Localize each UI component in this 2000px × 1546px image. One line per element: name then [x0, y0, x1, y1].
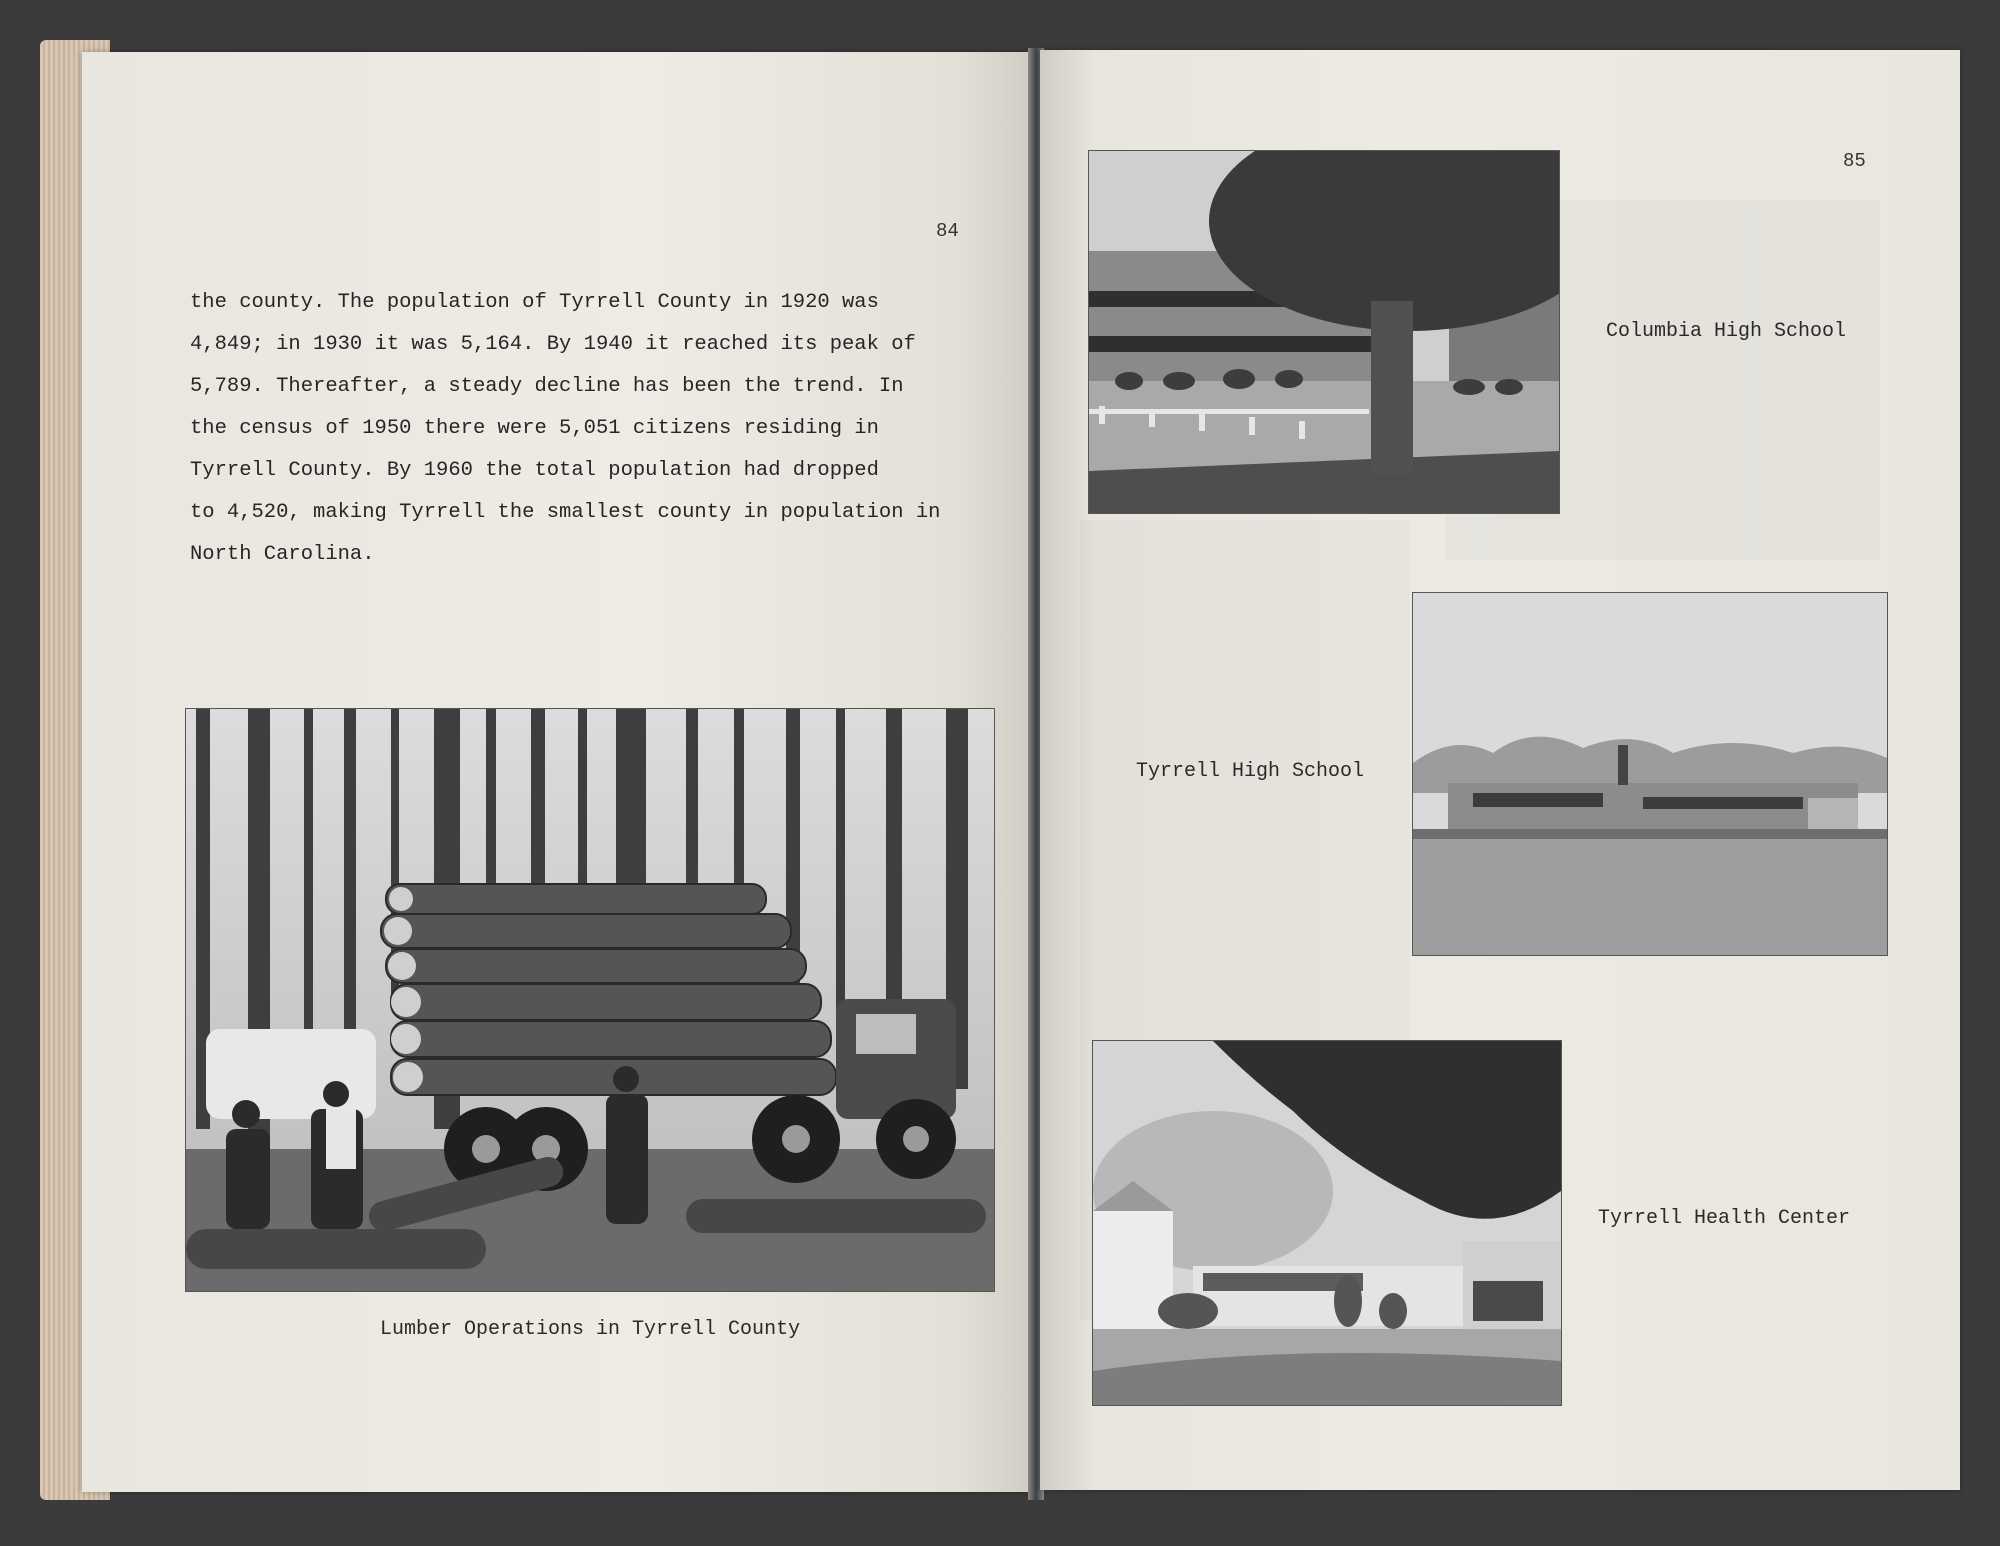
text-line: 5,789. Thereafter, a steady decline has been the trend. In: [190, 375, 904, 398]
lumber-photo: [185, 708, 995, 1292]
text-line: Tyrrell County. By 1960 the total population had dropped: [190, 459, 879, 482]
text-line: to 4,520, making Tyrrell the smallest county in population in: [190, 501, 941, 524]
page-number-left: 84: [936, 220, 959, 242]
tyrrell-health-center-caption: Tyrrell Health Center: [1598, 1207, 1851, 1230]
text-line: the county. The population of Tyrrell County in 1920 was: [190, 291, 879, 314]
text-line: North Carolina.: [190, 543, 375, 566]
page-number-right: 85: [1843, 150, 1866, 172]
text-line: 4,849; in 1930 it was 5,164. By 1940 it reached its peak of: [190, 333, 916, 356]
tyrrell-high-school-caption: Tyrrell High School: [1136, 760, 1365, 783]
tyrrell-health-center-photo: [1092, 1040, 1562, 1406]
body-paragraph: [190, 282, 990, 576]
columbia-high-school-caption: Columbia High School: [1606, 320, 1847, 343]
lumber-photo-caption: Lumber Operations in Tyrrell County: [380, 1318, 801, 1341]
columbia-high-school-photo: [1088, 150, 1560, 514]
tyrrell-high-school-photo: [1412, 592, 1888, 956]
text-line: the census of 1950 there were 5,051 citizens residing in: [190, 417, 879, 440]
